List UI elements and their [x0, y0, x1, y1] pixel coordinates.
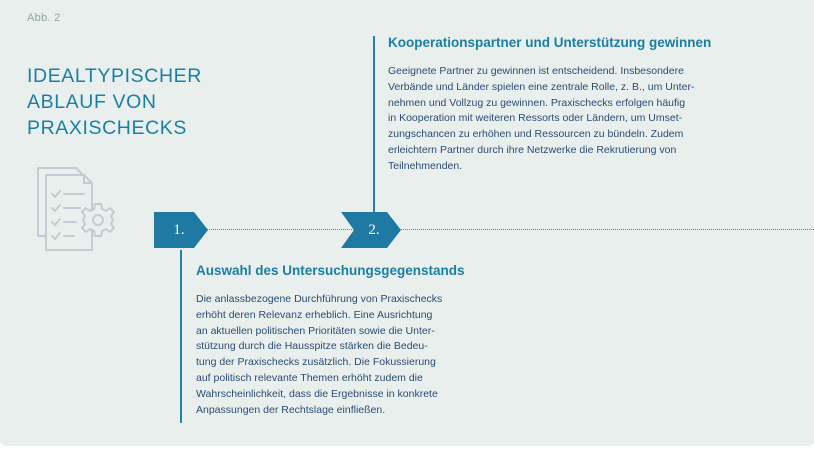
title-line-1: IDEALTYPISCHER: [27, 65, 202, 87]
step-2-number: 2.: [368, 222, 380, 238]
step-2-body-line: in Kooperation mit weiteren Ressorts oder Ländern, um Umset-: [388, 112, 683, 125]
step-2-connector-line: [373, 36, 375, 212]
step-1-connector-line: [180, 250, 182, 423]
figure-label: Abb. 2: [27, 12, 61, 24]
step-1-body: [196, 292, 442, 418]
step-1-body-line: tung der Praxischecks zusätzlich. Die Fokussierung: [196, 356, 436, 369]
title-line-2: ABLAUF VON: [27, 91, 157, 113]
title-line-3: PRAXISCHECKS: [27, 117, 187, 139]
step-2-body-line: zungschancen zu erhöhen und Ressourcen zu bündeln. Zudem: [388, 128, 684, 141]
step-1-marker: [154, 212, 220, 248]
step-2-heading: Kooperationspartner und Unterstützung gewinnen: [388, 35, 712, 50]
step-1-body-line: auf politisch relevante Themen erhöht zudem die: [196, 371, 423, 384]
step-1-body-line: an aktuellen politischen Prioritäten sowie die Unter-: [196, 324, 435, 337]
step-2-body-line: Teilnehmenden.: [388, 159, 463, 172]
step-2-marker: [341, 212, 407, 248]
step-1-body-line: stützung durch die Hausspitze stärken die Bedeu-: [196, 340, 428, 353]
step-2-body-line: Geeignete Partner zu gewinnen ist entscheidend. Insbesondere: [388, 65, 684, 77]
step-1-body-line: Die anlassbezogene Durchführung von Praxischecks: [196, 293, 443, 305]
step-1-number: 1.: [173, 222, 185, 238]
step-2-body-line: Verbände und Länder spielen eine zentrale Rolle, z. B., um Unter-: [388, 80, 695, 93]
timeline-dotted-line: [198, 229, 814, 230]
figure-title: [27, 63, 227, 141]
step-1-body-line: Wahrscheinlichkeit, dass die Ergebnisse in konkrete: [196, 387, 438, 400]
step-2-body-line: nehmen und Vollzug zu gewinnen. Praxischecks erfolgen häufig: [388, 96, 686, 109]
step-2-body-line: erleichtern Partner durch ihre Netzwerke die Rekrutierung von: [388, 143, 677, 156]
step-1-heading: Auswahl des Untersuchungsgegenstands: [196, 263, 465, 278]
document-checklist-gear-icon: [26, 160, 126, 260]
step-1-body-line: Anpassungen der Rechtslage einfließen.: [196, 403, 386, 416]
step-2-body: [388, 64, 694, 175]
step-1-body-line: erhöht deren Relevanz erheblich. Eine Ausrichtung: [196, 308, 433, 321]
